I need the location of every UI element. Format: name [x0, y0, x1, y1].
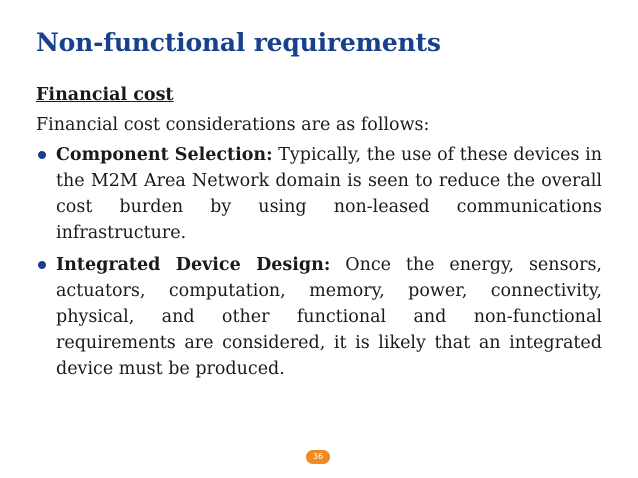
bullet-text: Once the energy, sensors, actuators, computation, memory, power, connectivity, physical, and other functional and non-functional requirements are considered, it is likely that an integrated device must be produced. — [56, 255, 602, 379]
slide-title: Non-functional requirements — [36, 28, 441, 57]
bullet-icon — [38, 261, 46, 269]
bullet-item-component-selection — [36, 142, 602, 246]
intro-text: Financial cost considerations are as follows: — [36, 115, 430, 135]
section-heading: Financial cost — [36, 85, 174, 105]
bullet-text: Typically, the use of these devices in the M2M Area Network domain is seen to reduce the overall cost burden by using non-leased communications infrastructure. — [56, 145, 602, 243]
bullet-list — [36, 142, 602, 382]
slide-content — [36, 82, 602, 388]
bullet-term: Component Selection: — [56, 145, 273, 165]
bullet-icon — [38, 151, 46, 159]
bullet-item-integrated-device-design — [36, 252, 602, 382]
page-number-badge: 36 — [306, 450, 330, 464]
bullet-term: Integrated Device Design: — [56, 255, 331, 275]
